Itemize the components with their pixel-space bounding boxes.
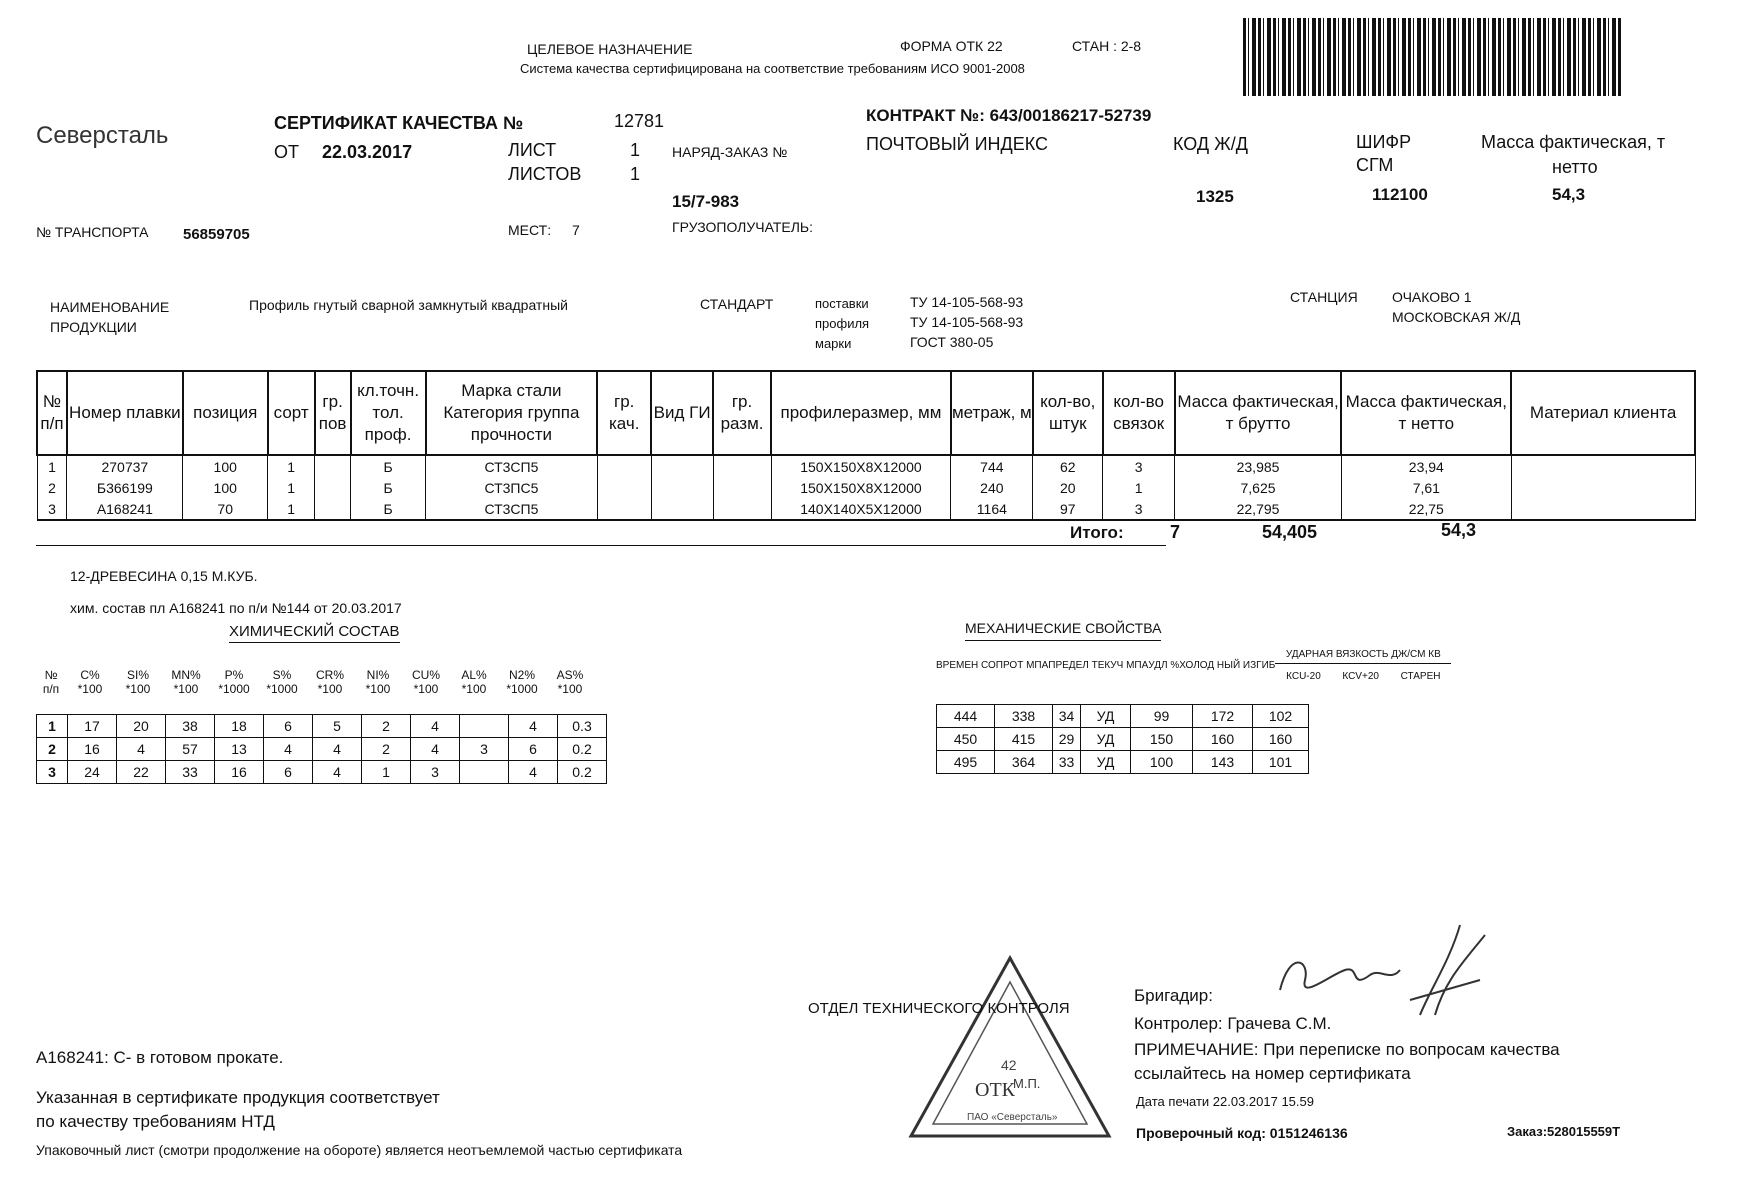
controller-label: Контролер: Грачева С.М. <box>1134 1014 1332 1033</box>
table-cell: 150Х150Х8Х12000 <box>771 477 951 498</box>
table-cell <box>315 455 351 477</box>
chem-cell <box>460 715 509 738</box>
consignee-label: ГРУЗОПОЛУЧАТЕЛЬ: <box>672 219 813 235</box>
table-cell: 1164 <box>951 498 1033 520</box>
table-cell: 22,75 <box>1341 498 1511 520</box>
chem-multiplier-cell: *1000 <box>218 682 250 696</box>
table-cell: Б <box>351 455 426 477</box>
table-cell: 3 <box>1103 455 1175 477</box>
chem-cell: 18 <box>215 715 264 738</box>
chem-cell: 0.3 <box>558 715 607 738</box>
sheet-label: ЛИСТ <box>508 140 557 160</box>
mech-cell: 150 <box>1131 728 1193 751</box>
chem-header-cell: AS% <box>556 668 584 682</box>
col-profile-size: профилеразмер, мм <box>771 371 951 455</box>
transport-label: № ТРАНСПОРТА <box>36 224 149 240</box>
cipher-label: ШИФР <box>1356 132 1412 152</box>
mech-cell: 160 <box>1253 728 1309 751</box>
total-gross: 54,405 <box>1262 522 1318 542</box>
table-cell: 20 <box>1033 477 1103 498</box>
cert-date: 22.03.2017 <box>322 142 413 162</box>
chem-cell: 16 <box>68 738 117 761</box>
chem-multiplier-cell: *100 <box>317 682 343 696</box>
col-tolerance: кл.точн. тол. проф. <box>351 371 426 455</box>
mech-title: МЕХАНИЧЕСКИЕ СВОЙСТВА <box>965 620 1161 641</box>
table-cell: 2 <box>37 477 67 498</box>
table-cell: А168241 <box>67 498 183 520</box>
table-cell: 1 <box>1103 477 1175 498</box>
std-value-grade: ГОСТ 380-05 <box>910 334 994 350</box>
places-value: 7 <box>572 222 580 238</box>
table-cell <box>1511 477 1695 498</box>
date-label: ОТ <box>274 142 299 162</box>
products-header-row <box>37 371 1695 455</box>
mech-h-impact <box>1275 648 1451 683</box>
chem-cell: 4 <box>411 715 460 738</box>
chem-multiplier-cell: *100 <box>557 682 583 696</box>
stamp-company: ПАО «Северсталь» <box>967 1112 1058 1123</box>
mech-impact-label: УДАРНАЯ ВЯЗКОСТЬ ДЖ/СМ КВ <box>1275 648 1451 664</box>
total-net: 54,3 <box>1441 520 1477 540</box>
brigadier-label: Бригадир: <box>1134 986 1213 1005</box>
transport-number: 56859705 <box>183 226 250 243</box>
mech-row <box>937 728 1309 751</box>
chem-multiplier-cell: *1000 <box>266 682 298 696</box>
total-bundles: 7 <box>1170 522 1181 542</box>
mech-cell: 415 <box>995 728 1053 751</box>
table-cell: 3 <box>1103 498 1175 520</box>
brand-logo: Северсталь <box>36 122 169 149</box>
chem-cell: 22 <box>117 761 166 784</box>
station-railway: МОСКОВСКАЯ Ж/Д <box>1392 309 1521 325</box>
conformity-note-2: по качеству требованиям НТД <box>36 1112 275 1131</box>
chem-cell: 4 <box>264 738 313 761</box>
chem-cell: 4 <box>313 738 362 761</box>
chem-multiplier-cell: п/п <box>42 682 60 696</box>
total-label: Итого: <box>1070 523 1124 542</box>
totals-divider <box>36 545 1166 546</box>
chem-row <box>37 715 607 738</box>
col-pieces: кол-во, штук <box>1033 371 1103 455</box>
conformity-note: Указанная в сертификате продукция соответствует <box>36 1088 440 1107</box>
chem-cell: 16 <box>215 761 264 784</box>
table-cell: 97 <box>1033 498 1103 520</box>
mech-h-kcu: КСU-20 <box>1286 671 1321 682</box>
heat-note: А168241: С- в готовом прокате. <box>36 1048 284 1067</box>
std-label-profile: профиля <box>815 316 870 331</box>
mech-cell: 338 <box>995 705 1053 728</box>
chem-header-cell: MN% <box>171 668 201 682</box>
mill-label: СТАН : 2-8 <box>1072 38 1142 54</box>
col-net: Масса фактическая, т нетто <box>1341 371 1511 455</box>
chem-cell: 5 <box>313 715 362 738</box>
chem-cell: 3 <box>411 761 460 784</box>
chem-cell: 4 <box>509 715 558 738</box>
table-cell: 1 <box>268 455 315 477</box>
print-date: Дата печати 22.03.2017 15.59 <box>1136 1094 1314 1109</box>
chem-header-table <box>36 668 594 696</box>
chem-cell: 3 <box>460 738 509 761</box>
std-label-supply: поставки <box>815 296 869 311</box>
mech-h-kcv: КСV+20 <box>1342 671 1379 682</box>
table-cell: Б <box>351 498 426 520</box>
purpose-label: ЦЕЛЕВОЕ НАЗНАЧЕНИЕ <box>527 41 693 57</box>
chem-table <box>36 714 607 784</box>
cipher-value: 112100 <box>1372 185 1428 204</box>
chem-header-cell: № <box>44 668 58 682</box>
col-grade: сорт <box>268 371 315 455</box>
chem-header-cell: SI% <box>126 668 149 682</box>
table-cell: 1 <box>37 455 67 477</box>
chem-cell: 4 <box>411 738 460 761</box>
chem-cell: 6 <box>509 738 558 761</box>
table-cell <box>597 498 651 520</box>
chem-cell: 17 <box>68 715 117 738</box>
products-table <box>36 370 1696 521</box>
mech-cell: 33 <box>1053 751 1081 774</box>
chem-cell: 20 <box>117 715 166 738</box>
mech-cell: 160 <box>1193 728 1253 751</box>
sheet-value: 1 <box>630 140 641 160</box>
table-cell <box>315 477 351 498</box>
table-cell: 744 <box>951 455 1033 477</box>
station-label: СТАНЦИЯ <box>1290 289 1358 305</box>
chem-header-cell: AL% <box>461 668 487 682</box>
otk-label: ОТДЕЛ ТЕХНИЧЕСКОГО КОНТРОЛЯ <box>808 1000 1070 1017</box>
chem-multiplier-cell: *100 <box>413 682 439 696</box>
table-cell <box>651 477 713 498</box>
table-cell <box>315 498 351 520</box>
rail-code-label: КОД Ж/Д <box>1173 134 1248 154</box>
col-position: позиция <box>183 371 268 455</box>
table-cell: 23,985 <box>1175 455 1342 477</box>
chem-source-note: хим. состав пл А168241 по п/и №144 от 20.03.2017 <box>70 600 402 616</box>
barcode <box>1243 18 1623 96</box>
mech-h-aging: СТАРЕН <box>1400 671 1441 682</box>
mech-cell: 172 <box>1193 705 1253 728</box>
note-text-2: ссылайтесь на номер сертификата <box>1134 1064 1411 1083</box>
note-text: ПРИМЕЧАНИЕ: При переписке по вопросам качества <box>1134 1040 1560 1059</box>
chem-cell: 0.2 <box>558 761 607 784</box>
chem-header-cell: С% <box>80 668 100 682</box>
table-cell: 22,795 <box>1175 498 1342 520</box>
mech-h-tensile: ВРЕМЕН СОПРОТ МПА <box>936 660 1049 671</box>
chem-multiplier-cell: *100 <box>365 682 391 696</box>
table-cell: 7,61 <box>1341 477 1511 498</box>
sheets-label: ЛИСТОВ <box>508 164 582 184</box>
mech-cell: 495 <box>937 751 995 774</box>
col-gi-type: Вид ГИ <box>651 371 713 455</box>
col-size-group: гр. разм. <box>713 371 771 455</box>
table-cell: 23,94 <box>1341 455 1511 477</box>
chem-row <box>37 738 607 761</box>
chem-cell: 4 <box>313 761 362 784</box>
col-heat: Номер плавки <box>67 371 183 455</box>
mech-table <box>936 704 1309 774</box>
mech-h-yield: ПРЕДЕЛ ТЕКУЧ МПА <box>1048 660 1149 671</box>
table-row <box>37 477 1695 498</box>
table-cell <box>1511 455 1695 477</box>
chem-cell: 4 <box>117 738 166 761</box>
chem-multiplier-cell: *100 <box>77 682 103 696</box>
table-cell: 150Х150Х8Х12000 <box>771 455 951 477</box>
order-code: Заказ:528015559Т <box>1507 1124 1621 1139</box>
mech-header <box>936 648 1451 683</box>
chem-cell: 6 <box>264 761 313 784</box>
table-row <box>37 498 1695 520</box>
mech-cell: 99 <box>1131 705 1193 728</box>
check-code: Проверочный код: 0151246136 <box>1136 1125 1348 1141</box>
table-cell <box>597 455 651 477</box>
product-name: Профиль гнутый сварной замкнутый квадратный <box>249 297 568 313</box>
chem-cell <box>460 761 509 784</box>
chem-multiplier-cell: *1000 <box>506 682 538 696</box>
std-value-profile: ТУ 14-105-568-93 <box>910 314 1024 330</box>
chem-header-cell: N2% <box>508 668 535 682</box>
mech-cell: 444 <box>937 705 995 728</box>
packing-note: Упаковочный лист (смотри продолжение на обороте) является неотъемлемой частью сертификата <box>36 1142 683 1158</box>
rail-code: 1325 <box>1196 187 1234 206</box>
product-name-label-2: ПРОДУКЦИИ <box>50 319 137 335</box>
mech-h-bend: ХОЛОД НЫЙ ИЗГИБ <box>1179 660 1276 671</box>
chem-title: ХИМИЧЕСКИЙ СОСТАВ <box>229 623 400 643</box>
order-label: НАРЯД-ЗАКАЗ № <box>672 144 788 160</box>
table-cell: 3 <box>37 498 67 520</box>
table-cell: 100 <box>183 455 268 477</box>
table-row <box>37 455 1695 477</box>
chem-cell: 6 <box>264 715 313 738</box>
mech-cell: УД <box>1081 705 1131 728</box>
chem-header-cell: P% <box>224 668 244 682</box>
col-surface-group: гр. пов <box>315 371 351 455</box>
mech-h-elongation: УДЛ % <box>1148 660 1180 671</box>
chem-cell: 33 <box>166 761 215 784</box>
cert-number: 12781 <box>614 111 665 131</box>
table-cell: Б <box>351 477 426 498</box>
sheets-value: 1 <box>630 164 641 184</box>
table-cell: 7,625 <box>1175 477 1342 498</box>
cipher-label-2: СГМ <box>1356 155 1394 175</box>
chem-multiplier-cell: *100 <box>173 682 199 696</box>
table-cell <box>597 477 651 498</box>
col-gross: Масса фактическая, т брутто <box>1175 371 1342 455</box>
chem-cell: 0.2 <box>558 738 607 761</box>
mech-cell: 102 <box>1253 705 1309 728</box>
chem-row <box>37 761 607 784</box>
table-cell: СТ3СП5 <box>426 498 598 520</box>
station-name: ОЧАКОВО 1 <box>1392 289 1472 305</box>
table-cell: СТ3СП5 <box>426 455 598 477</box>
table-cell <box>651 455 713 477</box>
chem-cell: 57 <box>166 738 215 761</box>
table-cell: 140Х140Х5Х12000 <box>771 498 951 520</box>
table-cell: Б366199 <box>67 477 183 498</box>
col-num: № п/п <box>37 371 67 455</box>
form-label: ФОРМА ОТК 22 <box>900 38 1003 54</box>
table-cell: СТ3ПС5 <box>426 477 598 498</box>
std-label-grade: марки <box>815 336 852 351</box>
chem-cell: 38 <box>166 715 215 738</box>
mech-cell: 450 <box>937 728 995 751</box>
standard-label: СТАНДАРТ <box>700 296 774 312</box>
chem-header-cell: NI% <box>366 668 390 682</box>
table-cell <box>713 455 771 477</box>
col-length: метраж, м <box>951 371 1033 455</box>
cert-label: СЕРТИФИКАТ КАЧЕСТВА № <box>274 113 524 133</box>
otk-stamp <box>905 952 1115 1142</box>
col-bundles: кол-во связок <box>1103 371 1175 455</box>
mass-label: Масса фактическая, т <box>1481 132 1666 152</box>
chem-cell: 1 <box>362 761 411 784</box>
col-quality-group: гр. кач. <box>597 371 651 455</box>
mech-cell: УД <box>1081 751 1131 774</box>
chem-cell: 2 <box>37 738 68 761</box>
col-steel: Марка стали Категория группа прочности <box>426 371 598 455</box>
table-cell: 1 <box>268 498 315 520</box>
mech-cell: 143 <box>1193 751 1253 774</box>
mass-value: 54,3 <box>1552 185 1586 204</box>
chem-multiplier-cell: *100 <box>461 682 487 696</box>
chem-cell: 2 <box>362 738 411 761</box>
table-cell: 70 <box>183 498 268 520</box>
stamp-mp: М.П. <box>1013 1076 1041 1091</box>
mech-cell: 364 <box>995 751 1053 774</box>
stamp-number: 42 <box>1001 1057 1017 1073</box>
table-cell <box>713 498 771 520</box>
iso-note: Система качества сертифицирована на соответствие требованиям ИСО 9001-2008 <box>520 61 1025 76</box>
chem-cell: 13 <box>215 738 264 761</box>
chem-cell: 1 <box>37 715 68 738</box>
table-cell: 240 <box>951 477 1033 498</box>
postal-label: ПОЧТОВЫЙ ИНДЕКС <box>866 134 1049 154</box>
chem-cell: 2 <box>362 715 411 738</box>
chem-multiplier-cell: *100 <box>125 682 151 696</box>
chem-header-cell: S% <box>272 668 292 682</box>
mech-cell: 100 <box>1131 751 1193 774</box>
table-cell: 100 <box>183 477 268 498</box>
places-label: МЕСТ: <box>508 222 552 238</box>
std-value-supply: ТУ 14-105-568-93 <box>910 294 1024 310</box>
mech-row <box>937 705 1309 728</box>
mech-cell: 34 <box>1053 705 1081 728</box>
table-cell: 270737 <box>67 455 183 477</box>
chem-cell: 3 <box>37 761 68 784</box>
wood-note: 12-ДРЕВЕСИНА 0,15 М.КУБ. <box>70 568 258 584</box>
chem-header-cell: CR% <box>315 668 344 682</box>
mass-label-2: нетто <box>1552 157 1598 177</box>
table-cell <box>713 477 771 498</box>
table-cell: 62 <box>1033 455 1103 477</box>
mech-cell: УД <box>1081 728 1131 751</box>
table-cell <box>651 498 713 520</box>
chem-cell: 24 <box>68 761 117 784</box>
table-cell: 1 <box>268 477 315 498</box>
product-name-label: НАИМЕНОВАНИЕ <box>50 299 170 315</box>
col-client-material: Материал клиента <box>1511 371 1695 455</box>
contract: КОНТРАКТ №: 643/00186217-52739 <box>866 106 1152 125</box>
mech-cell: 101 <box>1253 751 1309 774</box>
chem-cell: 4 <box>509 761 558 784</box>
mech-cell: 29 <box>1053 728 1081 751</box>
mech-row <box>937 751 1309 774</box>
chem-header-cell: CU% <box>411 668 440 682</box>
order-number: 15/7-983 <box>672 192 740 211</box>
table-cell <box>1511 498 1695 520</box>
stamp-otk: ОТК <box>975 1079 1015 1101</box>
